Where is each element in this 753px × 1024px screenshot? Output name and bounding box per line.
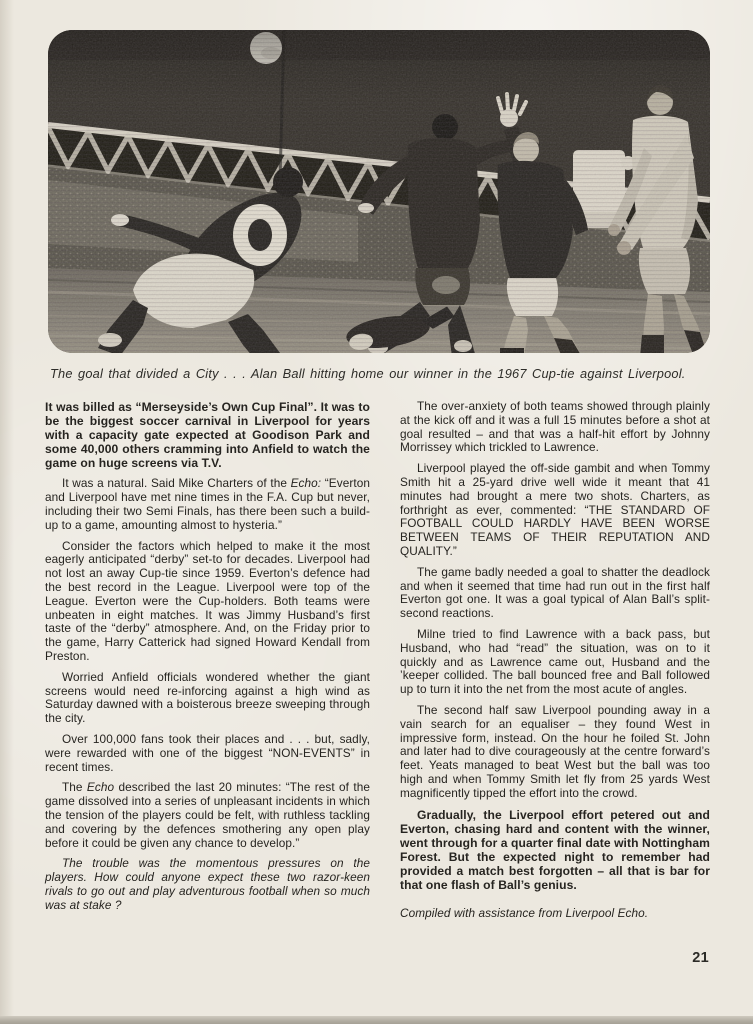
paragraph: The second half saw Liverpool pounding away in a vain search for an equaliser – they found West in impressive form, instead. On the hour he foiled St. John and later had to dive courageously at the centre forward’s feet. Yeats managed to beat West but the ball was too high and when Tommy Smith let fly from 25 yards West magnificently tipped the effort into the crowd. bbox=[400, 702, 710, 800]
match-photo-graphic bbox=[48, 30, 710, 353]
page-number: 21 bbox=[692, 950, 709, 966]
paragraph: The game badly needed a goal to shatter the deadlock and when it seemed that time had run out in the first half Everton got one. It was a goal typical of Alan Ball’s split-second reactions. bbox=[400, 564, 710, 621]
paragraph: It was billed as “Merseyside’s Own Cup Final”. It was to be the biggest soccer carnival in Liverpool for years with a capacity gate expected at Goodison Park and some 40,000 others cramming into Anfield to watch the game on huge screens via T.V. bbox=[45, 400, 370, 471]
article-body bbox=[45, 400, 710, 928]
right-column bbox=[400, 400, 710, 928]
photo-caption: The goal that divided a City . . . Alan Ball hitting home our winner in the 1967 Cup-tie against Liverpool. bbox=[50, 366, 686, 381]
paragraph: Milne tried to find Lawrence with a back pass, but Husband, who had “read” the situation, was on to it quickly and as Lawrence came out, Husband and the ’keeper collided. The ball bounced free and Ball followed up to turn it into the net from the most acute of angles. bbox=[400, 626, 710, 697]
match-photo bbox=[48, 30, 710, 353]
paragraph: Consider the factors which helped to make it the most eagerly anticipated “derby” set-to for decades. Liverpool had not lost an away Cup-tie since 1959. Everton’s defence had the best record in the League. Liverpool were top of the League. Everton were the Cup-holders. Both teams were unbeaten in eight matches. It was Jimmy Husband’s first taste of the “derby” atmosphere. And, on the Friday prior to the game, Harry Catterick had signed Howard Kendall from Preston. bbox=[45, 538, 370, 664]
paragraph: Compiled with assistance from Liverpool Echo. bbox=[400, 906, 649, 921]
paragraph: Over 100,000 fans took their places and . . . but, sadly, were rewarded with one of the biggest “NON-EVENTS” in recent times. bbox=[45, 732, 370, 774]
paragraph: The Echo described the last 20 minutes: “The rest of the game dissolved into a series of unpleasant incidents in which the tension of the players could be felt, with ruthless tackling and covering by the defences smothering any open play before it could be given any chance to develop.” bbox=[45, 780, 370, 850]
paragraph: Liverpool played the off-side gambit and when Tommy Smith hit a 25-yard drive well wide it meant that 41 minutes had brought a mere two shots. Charters, as forthright as ever, commented: “THE STANDARD OF FOOTBALL COULD HARDLY HAVE BEEN WORSE BETWEEN TEAMS OF THEIR REPUTATION AND QUALITY.” bbox=[400, 461, 710, 558]
paragraph: The over-anxiety of both teams showed through plainly at the kick off and it was a full 15 minutes before a shot at goal resulted – and that was a half-hit effort by Johnny Morrissey which trickled to Lawrence. bbox=[400, 399, 710, 455]
paragraph: The trouble was the momentous pressures on the players. How could anyone expect these two razor-keen rivals to go out and play adventurous football when so much was at stake ? bbox=[45, 856, 370, 912]
paragraph: It was a natural. Said Mike Charters of the Echo: “Everton and Liverpool have met nine times in the F.A. Cup but never, including their two Semi Finals, has there been such a build-up to a game, amounting almost to hysteria.” bbox=[45, 476, 370, 532]
paragraph: Gradually, the Liverpool effort petered out and Everton, chasing hard and content with the winner, went through for a quarter final date with Nottingham Forest. But the expected night to remember had provided a match best forgotten – all that is bar for that one flash of Ball’s genius. bbox=[400, 807, 710, 892]
paragraph: Worried Anfield officials wondered whether the giant screens would need re-inforcing against a high wind as Saturday dawned with a boisterous breeze sweeping through the city. bbox=[45, 669, 370, 726]
left-column bbox=[45, 400, 370, 928]
